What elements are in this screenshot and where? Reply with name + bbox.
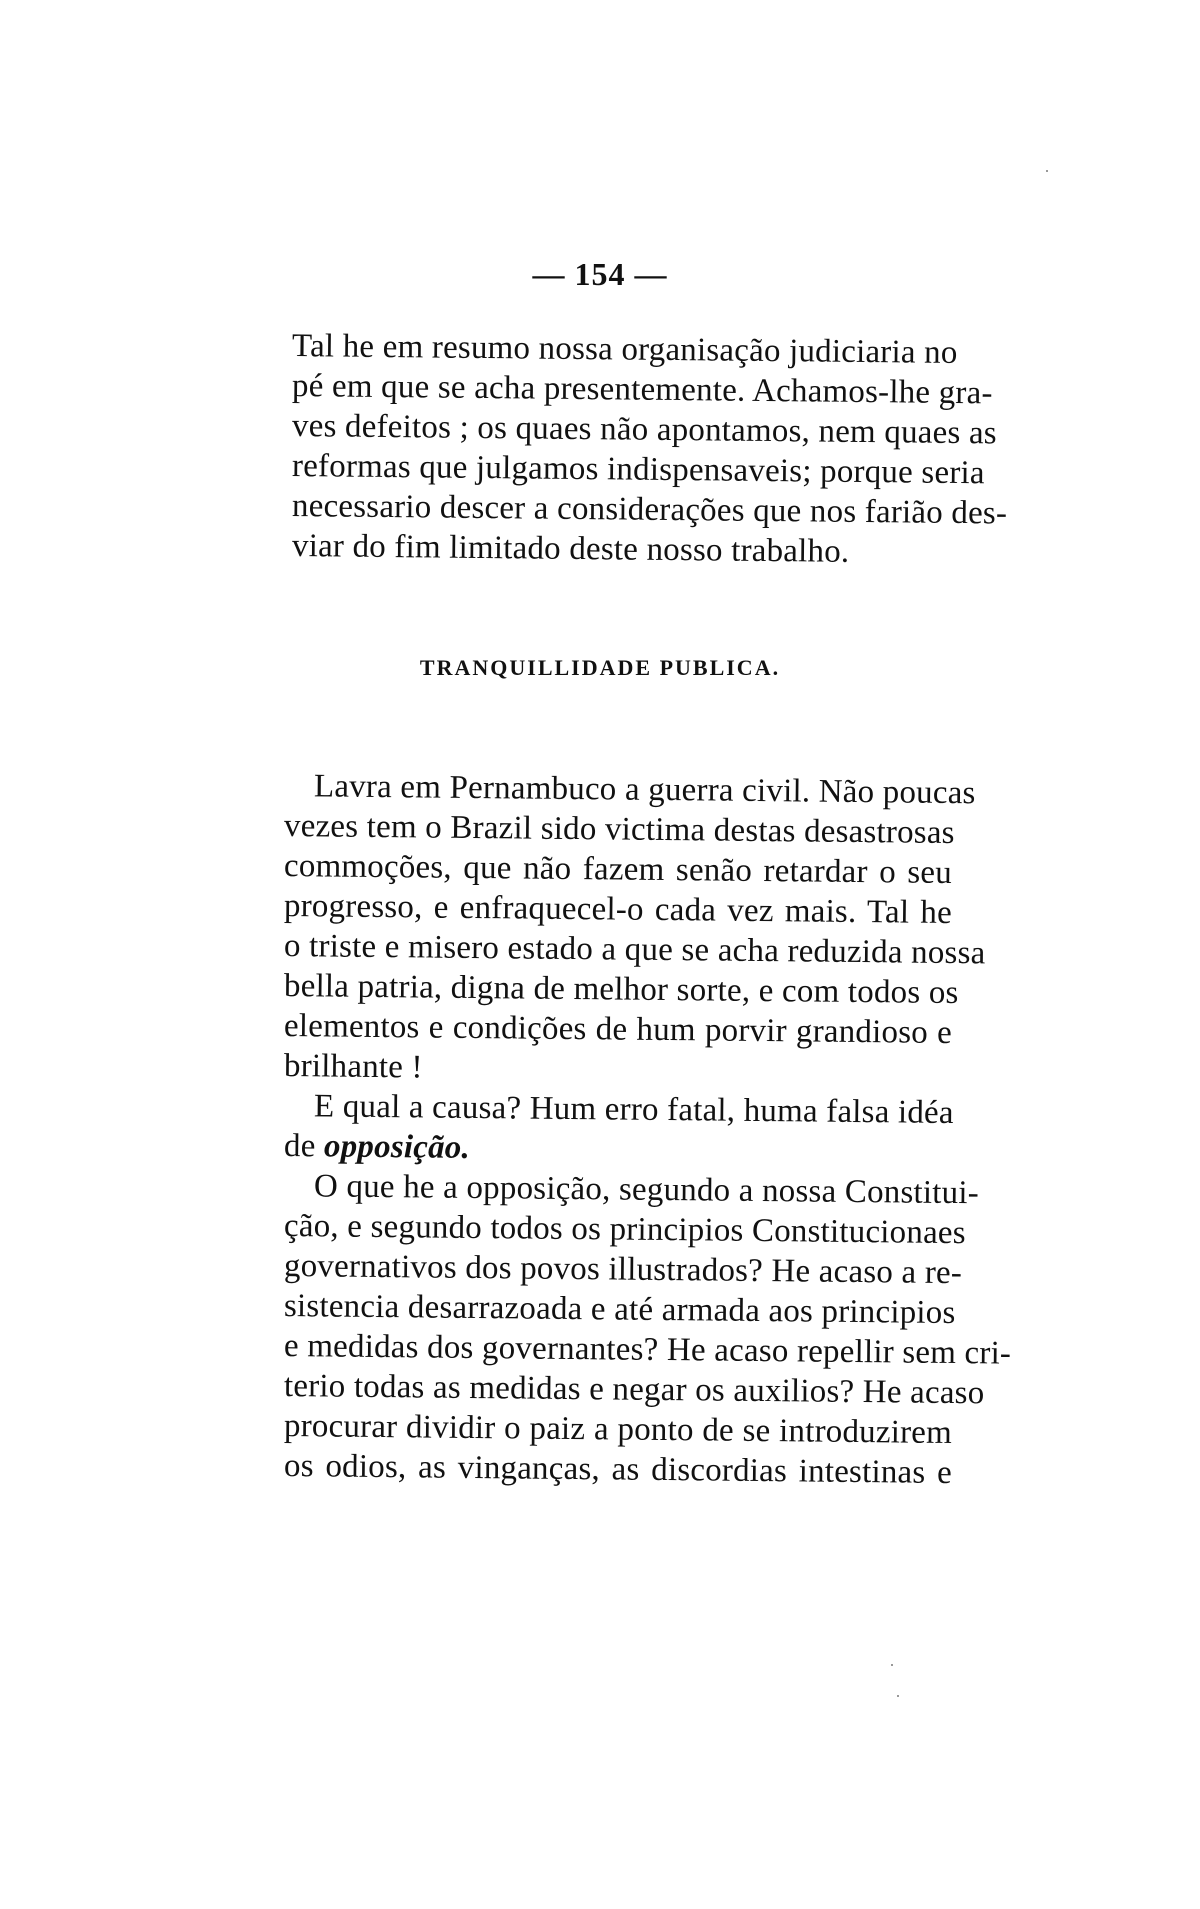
text-line: brilhante ! bbox=[283, 1048, 423, 1086]
text-line: governativos dos povos illustrados? He acaso a re- bbox=[283, 1248, 963, 1292]
paper-speck bbox=[891, 1664, 893, 1666]
paper-speck bbox=[1046, 170, 1048, 172]
text-line: viar do fim limitado deste nosso trabalho. bbox=[291, 528, 850, 570]
text-line: E qual a causa? Hum erro fatal, huma falsa idéa bbox=[313, 1088, 954, 1132]
text-line: progresso, e enfraquecel-o cada vez mais. Tal he bbox=[283, 888, 953, 931]
text-line bbox=[284, 1126, 952, 1173]
text-line: Tal he em resumo nossa organisação judiciaria no bbox=[291, 328, 958, 371]
emphasized-word: opposição. bbox=[323, 1128, 471, 1166]
text-line: procurar dividir o paiz a ponto de se introduzirem bbox=[283, 1408, 953, 1451]
section-heading: TRANQUILLIDADE PUBLICA. bbox=[419, 655, 781, 680]
text-line: terio todas as medidas e negar os auxilios? He acaso bbox=[283, 1368, 985, 1412]
text-line: vezes tem o Brazil sido victima destas desastrosas bbox=[283, 808, 955, 852]
text-line: o triste e misero estado a que se acha reduzida nossa bbox=[283, 928, 986, 972]
text-line: commoções, que não fazem senão retardar o seu bbox=[283, 848, 953, 891]
text-line: elementos e condições de hum porvir grandioso e bbox=[283, 1008, 953, 1051]
text-line: sistencia desarrazoada e até armada aos principios bbox=[283, 1288, 956, 1332]
text-line: pé em que se acha presentemente. Achamos-lhe gra- bbox=[291, 368, 993, 412]
text-line: os odios, as vinganças, as discordias intestinas e bbox=[283, 1448, 953, 1491]
intro-paragraph bbox=[291, 326, 1008, 570]
text-line: reformas que julgamos indispensaveis; porque seria bbox=[291, 448, 985, 492]
text-line: O que he a opposição, segundo a nossa Constitui- bbox=[313, 1168, 980, 1212]
section-body bbox=[283, 766, 1012, 1491]
text-line: Lavra em Pernambuco a guerra civil. Não poucas bbox=[313, 768, 976, 812]
text-line: necessario descer a considerações que nos farião des- bbox=[291, 488, 1008, 532]
text-line: ção, e segundo todos os principios Constitucionaes bbox=[283, 1208, 966, 1252]
text-line: bella patria, digna de melhor sorte, e com todos os bbox=[283, 968, 959, 1012]
page-number: — 154 — bbox=[532, 256, 668, 292]
paper-speck bbox=[897, 1695, 899, 1697]
text-fragment: de bbox=[283, 1128, 316, 1165]
text-line: ves defeitos ; os quaes não apontamos, nem quaes as bbox=[291, 408, 998, 452]
text-line: e medidas dos governantes? He acaso repellir sem cri- bbox=[283, 1328, 1012, 1372]
